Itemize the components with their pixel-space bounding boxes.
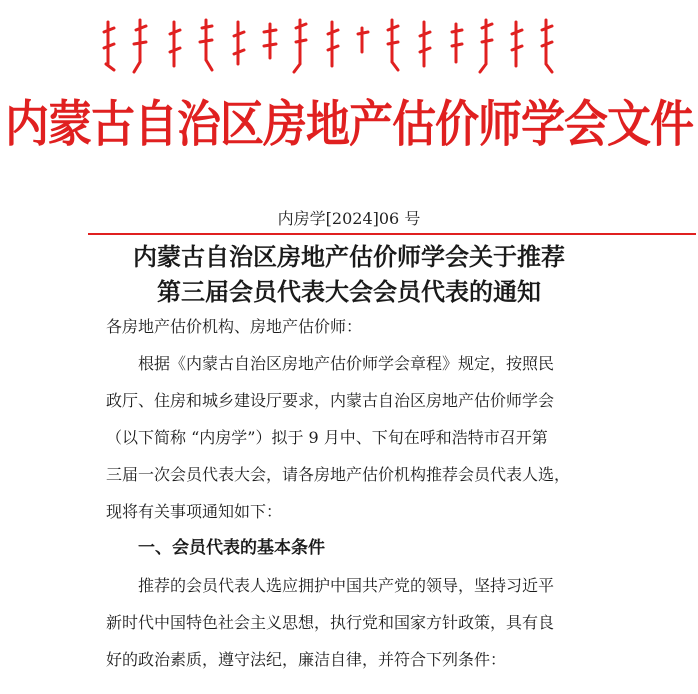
para1-line-2: 政厅、住房和城乡建设厅要求，内蒙古自治区房地产估价师学会 [106,391,555,410]
para1-line-1: 根据《内蒙古自治区房地产估价师学会章程》规定，按照民 [138,354,555,373]
notice-title-line-2: 第三届会员代表大会会员代表的通知 [157,278,541,306]
para2-line-2: 新时代中国特色社会主义思想，执行党和国家方针政策，具有良 [106,613,555,632]
salutation: 各房地产估价机构、房地产估价师： [106,317,363,336]
mongolian-script-graphic [100,14,570,84]
para2-line-3: 好的政治素质，遵守法纪，廉洁自律，并符合下列条件： [106,650,507,669]
para1-line-4: 三届一次会员代表大会，请各房地产估价机构推荐会员代表人选， [106,465,571,484]
para1-line-3: （以下简称 “内房学”）拟于 9 月中、下旬在呼和浩特市召开第 [106,428,548,447]
notice-title-line-1: 内蒙古自治区房地产估价师学会关于推荐 [133,243,565,271]
para2-line-1: 推荐的会员代表人选应拥护中国共产党的领导，坚持习近平 [138,576,555,595]
para1-line-5: 现将有关事项通知如下： [106,502,283,521]
red-divider-line [88,233,696,235]
section-1-heading: 一、会员代表的基本条件 [138,538,325,558]
document-number: 内房学[2024]06 号 [277,209,421,228]
mongolian-script-header [100,14,570,84]
org-document-title: 内蒙古自治区房地产估价师学会文件 [5,96,693,154]
